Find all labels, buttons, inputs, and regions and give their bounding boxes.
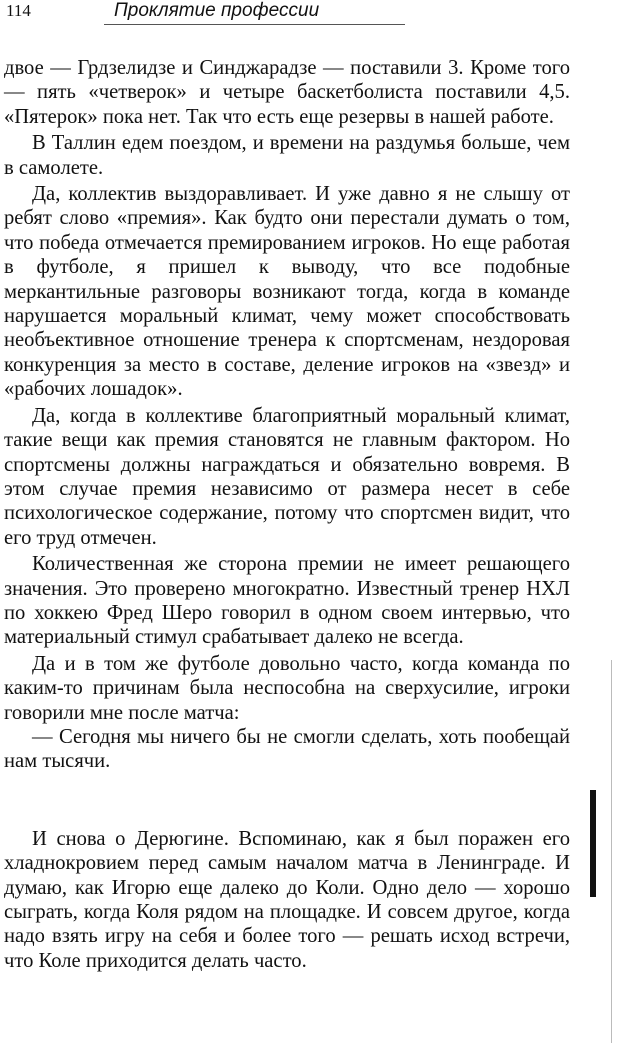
paragraph: И снова о Дерюгине. Вспоминаю, как я был поражен его хладнокровием перед самым началом матча в Ленинграде. И думаю, как Игорю еще далеко до Коли. Одно дело — хорошо сыграть, когда Коля рядом на площадке. И совсем другое, когда надо взять игру на себя и более того — решать исход встречи, что Коле приходится делать часто. xyxy=(4,827,570,972)
dialogue-line: — Сегодня мы ничего бы не смогли сделать, хоть пообещай нам тысячи. xyxy=(4,725,570,773)
paragraph: Да и в том же футболе довольно часто, когда команда по каким-то причинам была неспособна на сверхусилие, игроки говорили мне после матча: xyxy=(4,652,570,724)
margin-rule xyxy=(611,660,612,1043)
page-number: 114 xyxy=(6,1,31,20)
paragraph: Количественная же сторона премии не имеет решающего значения. Это проверено многократно. Известный тренер НХЛ по хоккею Фред Шеро говорил в одном своем интервью, что материальный стимул срабатывает далеко не всегда. xyxy=(4,553,570,649)
paragraph: Да, коллектив выздоравливает. И уже давно я не слышу от ребят слово «премия». Как будто они перестали думать о том, что победа отмечается премированием игроков. Но еще работая в футболе, я пришел к выводу, что все подобные меркантильные разговоры возникают тогда, когда в команде нарушается моральный климат, чему может способствовать необъективное отношение тренера к спортсменам, нездоровая конкуренция за место в составе, деление игроков на «звезд» и «рабочих лошадок». xyxy=(4,183,570,401)
margin-bar xyxy=(590,790,596,897)
body-text xyxy=(4,56,570,973)
header-rule xyxy=(104,24,405,25)
running-head: Проклятие профессии xyxy=(114,0,320,21)
paragraph: В Таллин едем поездом, и времени на раздумья больше, чем в самолете. xyxy=(4,132,570,179)
paragraph: двое — Грдзелидзе и Синджарадзе — поставили 3. Кроме того — пять «четверок» и четыре баскетболиста поставили 4,5. «Пятерок» пока нет. Так что есть еще резервы в нашей работе. xyxy=(4,57,570,128)
paragraph: Да, когда в коллективе благоприятный моральный климат, такие вещи как премия становятся не главным фактором. Но спортсмены должны награждаться и обязательно вовремя. В этом случае премия независимо от размера несет в себе психологическое содержание, потому что спортсмен видит, что его труд отмечен. xyxy=(4,404,570,549)
